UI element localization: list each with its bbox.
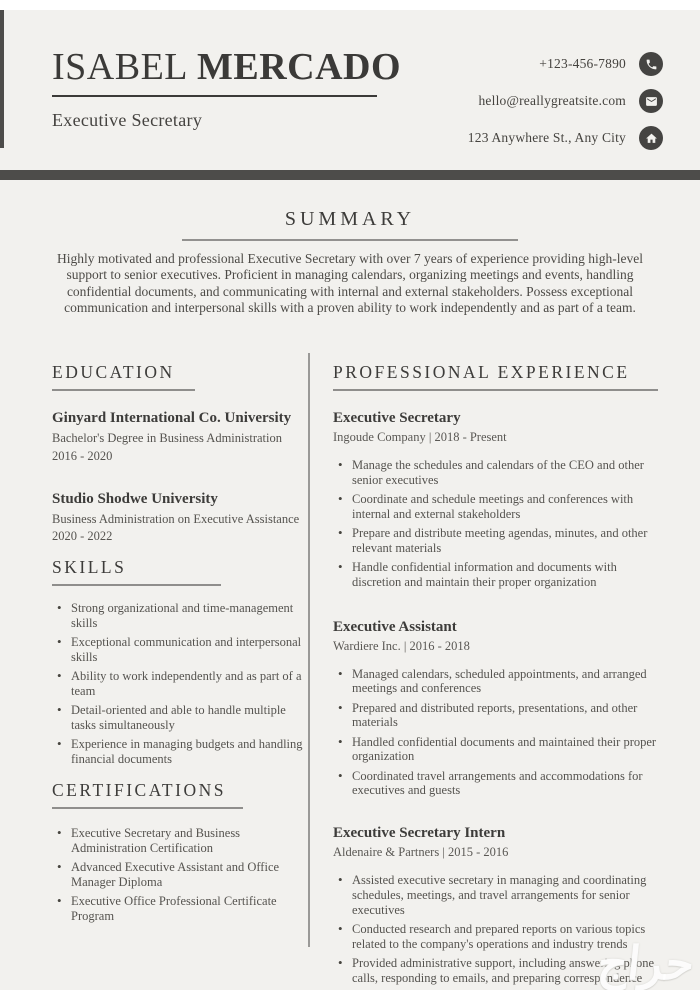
skill-item: • Detail-oriented and able to handle multiple tasks simultaneously — [52, 703, 307, 733]
first-name: ISABEL — [52, 46, 188, 88]
job-bullet: • Prepared and distributed reports, presentations, and other materials — [333, 701, 665, 731]
job-title: Executive Secretary — [333, 410, 461, 426]
school-name: Ginyard International Co. University — [52, 410, 292, 426]
job-entry — [333, 618, 665, 799]
experience-section — [333, 362, 665, 990]
education-entry — [52, 409, 307, 464]
last-name: MERCADO — [197, 46, 402, 88]
header-divider-bar — [0, 170, 700, 180]
degree: Business Administration on Executive Assistance — [52, 511, 300, 526]
job-bullet: • Manage the schedules and calendars of the CEO and other senior executives — [333, 458, 665, 488]
education-dates: 2020 - 2022 — [52, 529, 113, 544]
job-bullets — [333, 667, 665, 799]
education-entry — [52, 490, 307, 545]
job-meta: Aldenaire & Partners | 2015 - 2016 — [333, 845, 509, 859]
skill-item: • Experience in managing budgets and handling financial documents — [52, 737, 307, 767]
education-heading: EDUCATION — [52, 362, 195, 391]
job-title: Executive Assistant — [333, 618, 457, 635]
header-job-title: Executive Secretary — [52, 109, 203, 130]
skills-list — [52, 601, 307, 767]
person-name — [52, 48, 401, 88]
phone-icon — [639, 52, 663, 76]
job-meta: Ingoude Company | 2018 - Present — [333, 430, 507, 444]
school-name: Studio Shodwe University — [52, 490, 218, 507]
job-bullet: • Handled confidential documents and maintained their proper organization — [333, 735, 665, 765]
experience-heading: PROFESSIONAL EXPERIENCE — [333, 362, 658, 391]
certification-item: • Advanced Executive Assistant and Office Manager Diploma — [52, 860, 307, 890]
job-bullet: • Prepare and distribute meeting agendas, minutes, and other relevant materials — [333, 526, 665, 556]
job-bullet: • Conducted research and prepared reports on various topics related to the company's operations and industry trends — [333, 922, 665, 952]
watermark: حراج — [594, 938, 697, 989]
certification-item: • Executive Secretary and Business Administration Certification — [52, 826, 307, 856]
email-icon — [639, 89, 663, 113]
job-bullet: • Handle confidential information and documents with discretion and maintain their proper organization — [333, 560, 665, 590]
skills-heading: SKILLS — [52, 557, 221, 586]
certifications-heading: CERTIFICATIONS — [52, 780, 243, 809]
skill-item: • Ability to work independently and as part of a team — [52, 669, 307, 699]
summary-text: Highly motivated and professional Executive Secretary with over 7 years of experience providing high-level support to senior executives. Proficient in managing calendars, organizing meetings and events, handling confidential documents, and communicating with internal and external stakeholders. Possess exceptional communication and interpersonal skills with a proven ability to work independently and as part of a team. — [57, 251, 643, 316]
skills-section — [52, 557, 307, 771]
certifications-section — [52, 780, 307, 928]
job-bullet: • Provided administrative support, including answering phone calls, responding to emails, and preparing correspondence — [333, 956, 665, 986]
header — [52, 48, 401, 131]
home-icon — [639, 126, 663, 150]
job-title: Executive Secretary Intern — [333, 825, 506, 841]
summary-underline — [182, 239, 518, 241]
skill-item: • Exceptional communication and interpersonal skills — [52, 635, 307, 665]
degree: Bachelor's Degree in Business Administration — [52, 431, 282, 445]
job-entry — [333, 409, 665, 590]
job-bullet: • Coordinated travel arrangements and accommodations for executives and guests — [333, 769, 665, 799]
job-meta: Wardiere Inc. | 2016 - 2018 — [333, 638, 470, 653]
left-accent-bar — [0, 10, 4, 148]
certification-item: • Executive Office Professional Certificate Program — [52, 894, 307, 924]
education-dates: 2016 - 2020 — [52, 448, 113, 463]
phone-number: +123-456-7890 — [539, 56, 626, 71]
contact-address — [468, 126, 663, 150]
street-address: 123 Anywhere St., Any City — [467, 130, 626, 145]
skill-item: • Strong organizational and time-management skills — [52, 601, 307, 631]
job-bullets — [333, 458, 665, 590]
job-bullet: • Managed calendars, scheduled appointments, and arranged meetings and conferences — [333, 667, 665, 697]
summary-section — [0, 208, 700, 317]
certifications-list — [52, 826, 307, 924]
job-bullet: • Coordinate and schedule meetings and conferences with internal and external stakeholders — [333, 492, 665, 522]
contact-list — [468, 52, 663, 163]
summary-heading: SUMMARY — [284, 208, 416, 230]
name-underline — [52, 95, 377, 97]
contact-email — [468, 89, 663, 113]
email-address: hello@reallygreatsite.com — [478, 93, 626, 108]
education-section — [52, 362, 307, 544]
job-bullet: • Assisted executive secretary in managing and coordinating schedules, meetings, and travel arrangements for senior executives — [333, 873, 665, 917]
column-divider — [308, 353, 310, 947]
contact-phone — [468, 52, 663, 76]
